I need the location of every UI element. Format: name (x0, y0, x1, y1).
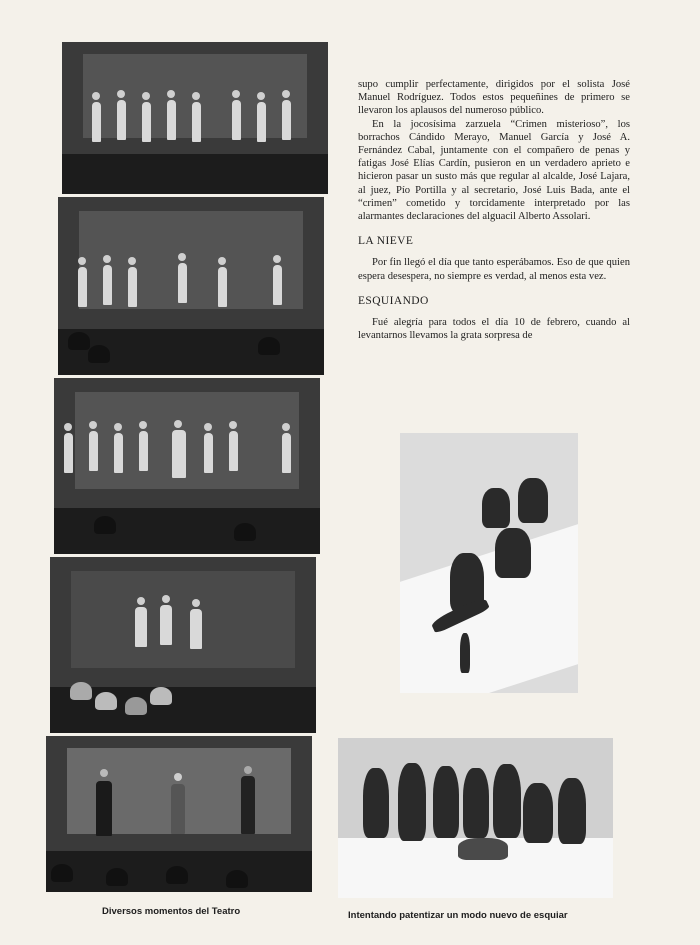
skiing-photo-1 (400, 433, 578, 693)
theatre-photo-5 (46, 736, 312, 892)
paragraph: En la jocosísima zarzuela “Crimen misterioso”, los borrachos Cándido Merayo, Manuel García y José A. Fernández Cabal, juntamente con el compañero de penas y fatigas José Elías Cardín, pusieron en un verdadero aprieto e hicieron pasar un susto más que regular al alcalde, José Lajara, al juez, Pío Portilla y al secretario, José Luis Bada, ante el “crimen” cometido y torcidamente interpretado por las alarmantes declaraciones del alguacil Alberto Assolari. (358, 118, 630, 223)
article-text (358, 78, 630, 342)
skiing-photo-2 (338, 738, 613, 898)
section-heading-esquiando: ESQUIANDO (358, 294, 429, 307)
theatre-photo-1 (62, 42, 328, 194)
theatre-photo-4 (50, 557, 316, 733)
paragraph: supo cumplir perfectamente, dirigidos por el solista José Manuel Rodríguez. Todos estos pequeñines de primero se llevaron los aplausos del numeroso público. (358, 79, 630, 117)
paragraph: Fué alegría para todos el día 10 de febrero, cuando al levantarnos llevamos la grata sorpresa de (358, 317, 630, 342)
paragraph: Por fin llegó el día que tanto esperábamos. Eso de que quien espera desespera, no siempre es verdad, al menos esta vez. (358, 257, 630, 282)
caption-theatre: Diversos momentos del Teatro (102, 906, 241, 917)
section-heading-nieve: LA NIEVE (358, 235, 414, 248)
theatre-photo-3 (54, 378, 320, 554)
caption-skiing: Intentando patentizar un modo nuevo de esquiar (348, 910, 568, 921)
theatre-photo-2 (58, 197, 324, 375)
